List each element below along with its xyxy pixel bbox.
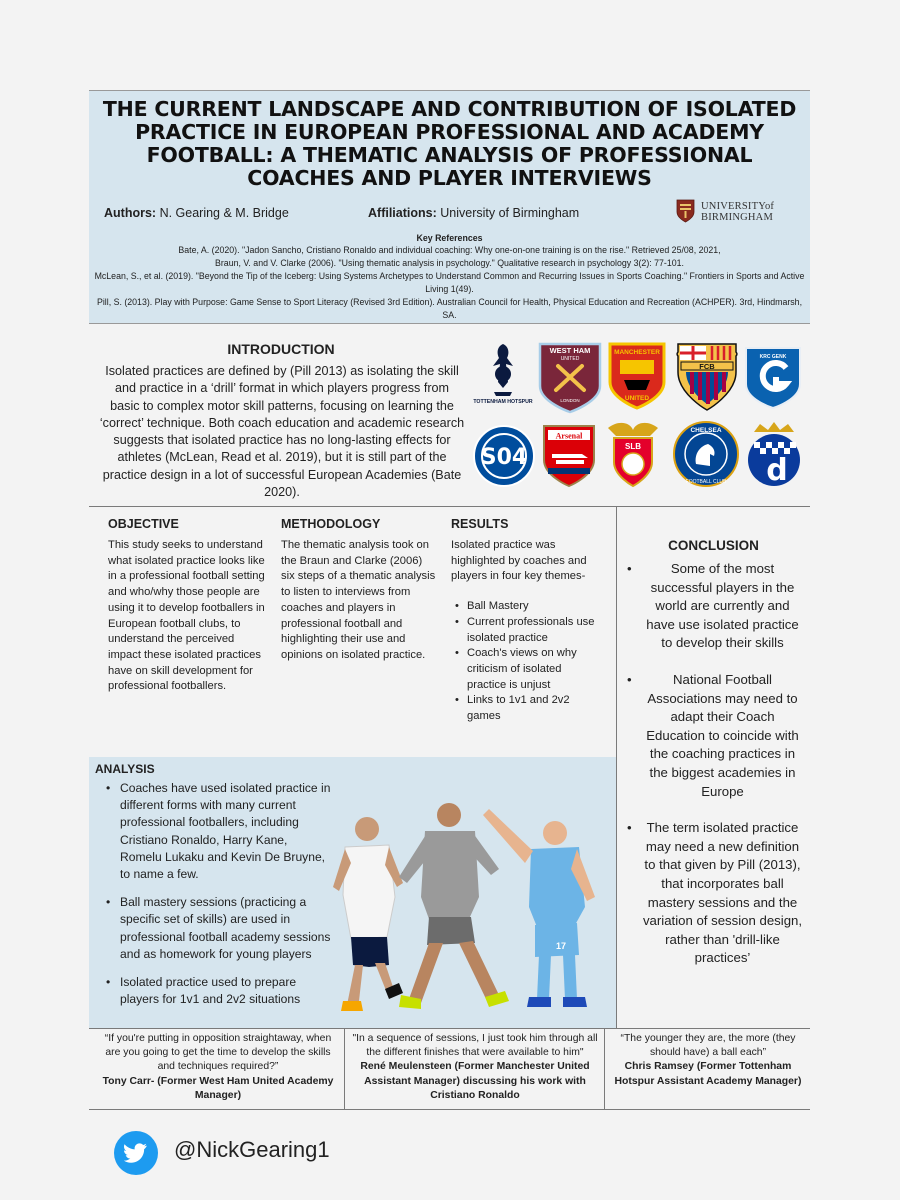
quote-author: Tony Carr- (Former West Ham United Academy Manager) — [102, 1075, 334, 1101]
methodology-text: The thematic analysis took on the Braun and Clarke (2006) six steps of a thematic analysis to listen to interviews from coaches and players in professional football and highlighting their use and opinions on isolated practice. — [281, 539, 436, 661]
genk-crest-label: KRC GENK — [759, 354, 787, 360]
university-logo-line2: BIRMINGHAM — [701, 212, 774, 223]
university-shield-icon — [676, 199, 695, 223]
chelsea-crest-label: CHELSEA — [690, 427, 722, 434]
poster-title: THE CURRENT LANDSCAPE AND CONTRIBUTION OF ISOLATED PRACTICE IN EUROPEAN PROFESSIONAL AND ACADEMY FOOTBALL: A THEMATIC ANALYSIS OF PROFESSIONAL COACHES AND PLAYER INTERVIEWS — [102, 97, 797, 190]
analysis-section — [89, 757, 616, 1028]
player-sky-blue-kit — [483, 809, 595, 1007]
chelsea-crest-icon — [672, 420, 740, 488]
introduction-text: Isolated practices are defined by (Pill 2013) as isolating the skill and practice in a ‘drill’ format in which players progress from basic to complex motor skill patterns, focusing on learning the ‘correct’ technique. Both coach education and academic research suggests that isolated practice has no long-lasting effects for athletes (McLean, Read et al. 2019), but it is still part of the practice design in a lot of successful European Academies (Bate 2020). — [99, 364, 465, 500]
quote-text: “If you're putting in opposition straightaway, when are you going to get the time to develop the skills and techniques required?” — [104, 1033, 332, 1073]
results-list — [451, 599, 601, 725]
reference-item: Braun, V. and V. Clarke (2006). "Using thematic analysis in psychology." Qualitative research in psychology 3(2): 77-101. — [215, 258, 684, 268]
conclusion-heading: CONCLUSION — [668, 538, 759, 553]
manutd-crest-icon — [606, 340, 668, 410]
references-title: Key References — [416, 233, 483, 243]
references-list — [91, 244, 808, 322]
university-logo-text — [701, 201, 774, 223]
affiliations-label: Affiliations: — [368, 206, 437, 220]
results-section — [451, 538, 601, 725]
manutd-crest-label: MANCHESTER — [614, 349, 660, 356]
schalke-crest-label: S04 — [480, 445, 528, 470]
schalke-crest-icon — [472, 424, 536, 488]
benfica-crest-icon — [600, 418, 666, 488]
benfica-crest-label: SLB — [625, 442, 641, 451]
results-item: • Ball Mastery — [451, 599, 601, 615]
westham-crest-label: WEST HAM — [549, 346, 591, 355]
manutd-crest-sublabel: UNITED — [624, 395, 650, 402]
quote-text: “The younger they are, the more (they should have) a ball each” — [620, 1033, 796, 1059]
affiliations — [368, 206, 579, 220]
divider — [344, 1028, 345, 1109]
dinamo-crest-label: d — [766, 453, 788, 488]
arsenal-crest-label: Arsenal — [555, 431, 583, 441]
westham-crest-sublabel: UNITED — [560, 356, 580, 362]
quote-1 — [96, 1032, 340, 1103]
divider — [89, 506, 810, 507]
objective-heading: OBJECTIVE — [108, 517, 179, 531]
analysis-item: • Isolated practice used to prepare players for 1v1 and 2v2 situations — [104, 974, 332, 1008]
arsenal-crest-icon — [542, 424, 596, 488]
barcelona-crest-label: FCB — [699, 362, 715, 371]
authors-names: N. Gearing & M. Bridge — [159, 206, 289, 220]
divider — [89, 1028, 810, 1029]
genk-crest-icon — [742, 344, 804, 410]
quote-author: René Meulensteen (Former Manchester United Assistant Manager) discussing his work with Cristiano Ronaldo — [360, 1061, 590, 1101]
affiliations-value: University of Birmingham — [440, 206, 580, 220]
westham-crest-icon — [538, 342, 602, 414]
analysis-item: • Coaches have used isolated practice in different forms with many current professional footballers, including Cristiano Ronaldo, Harry Kane, Romelu Lukaku and Kevin De Bruyne, to name a few. — [104, 780, 332, 883]
chelsea-crest-sublabel: FOOTBALL CLUB — [685, 479, 727, 485]
tottenham-crest-label: TOTTENHAM HOTSPUR — [473, 399, 533, 405]
introduction-heading: INTRODUCTION — [227, 341, 335, 357]
barcelona-crest-icon — [674, 342, 740, 412]
quote-3 — [610, 1032, 806, 1089]
twitter-handle[interactable]: @NickGearing1 — [174, 1137, 330, 1162]
divider — [89, 1109, 810, 1110]
results-item: • Links to 1v1 and 2v2 games — [451, 693, 601, 724]
results-text: Isolated practice was highlighted by coaches and players in four key themes- — [451, 539, 587, 583]
divider — [604, 1028, 605, 1109]
authors-label: Authors: — [104, 206, 157, 220]
reference-item: McLean, S., et al. (2019). "Beyond the Tip of the Iceberg: Using Systems Archetypes to Understand Common and Recurring Issues in Sports Coaching." Frontiers in Sports and Active Living 1(49). — [94, 271, 805, 294]
authors — [104, 206, 289, 220]
twitter-icon[interactable] — [114, 1131, 158, 1175]
players-illustration — [329, 787, 615, 1027]
university-logo — [676, 198, 786, 226]
divider — [616, 506, 617, 1028]
quote-2 — [349, 1032, 601, 1103]
university-logo-line1: UNIVERSITYof — [701, 201, 775, 212]
conclusion-item: • The term isolated practice may need a new definition to that given by Pill (2013), that incorporates ball mastery sessions and the variation of session design, rather than 'drill-like practices’ — [624, 819, 804, 968]
dinamo-zagreb-crest-icon — [746, 420, 802, 488]
conclusion-item: • National Football Associations may need to adapt their Coach Education to coincide with the coaching practices in the biggest academies in Europe — [624, 671, 804, 801]
objective-text: This study seeks to understand what isolated practice looks like in a professional football setting and who/why those people are using it to develop footballers in European football clubs, to understand the perceived impact these isolated practices have on skill development for professional footballers. — [108, 539, 265, 693]
reference-item: Pill, S. (2013). Play with Purpose: Game Sense to Sport Literacy (Revised 3rd Edition). Australian Council for Health, Physical Education and Recreation (ACHPER). 3rd, Hindmarsh, SA. — [96, 297, 803, 320]
analysis-heading: ANALYSIS — [95, 762, 155, 776]
results-item: • Current professionals use isolated practice — [451, 615, 601, 646]
westham-crest-location: LONDON — [560, 398, 580, 403]
analysis-item: • Ball mastery sessions (practicing a specific set of skills) are used in professional football academy sessions and as homework for young players — [104, 894, 332, 963]
conclusion-list — [624, 560, 804, 986]
player-white-kit — [333, 817, 403, 1011]
quote-author: Chris Ramsey (Former Tottenham Hotspur Assistant Academy Manager) — [614, 1061, 802, 1087]
analysis-list — [104, 780, 332, 1019]
tottenham-crest-icon — [472, 336, 534, 412]
conclusion-item: • Some of the most successful players in the world are currently and have use isolated practice to develop their skills — [624, 560, 804, 653]
methodology-heading: METHODOLOGY — [281, 517, 381, 531]
kit-number: 17 — [555, 941, 567, 951]
reference-item: Bate, A. (2020). "Jadon Sancho, Cristiano Ronaldo and individual coaching: Why one-on-one training is on the rise." Retrieved 25/08, 2021, — [178, 245, 721, 255]
player-grey-kit — [399, 803, 509, 1009]
results-item: • Coach's views on why criticism of isolated practice is unjust — [451, 646, 601, 693]
results-heading: RESULTS — [451, 517, 509, 531]
twitter-bird-icon — [124, 1142, 148, 1164]
quote-text: "In a sequence of sessions, I just took him through all the different finishes that were available to him" — [352, 1033, 598, 1059]
header-panel — [89, 90, 810, 324]
